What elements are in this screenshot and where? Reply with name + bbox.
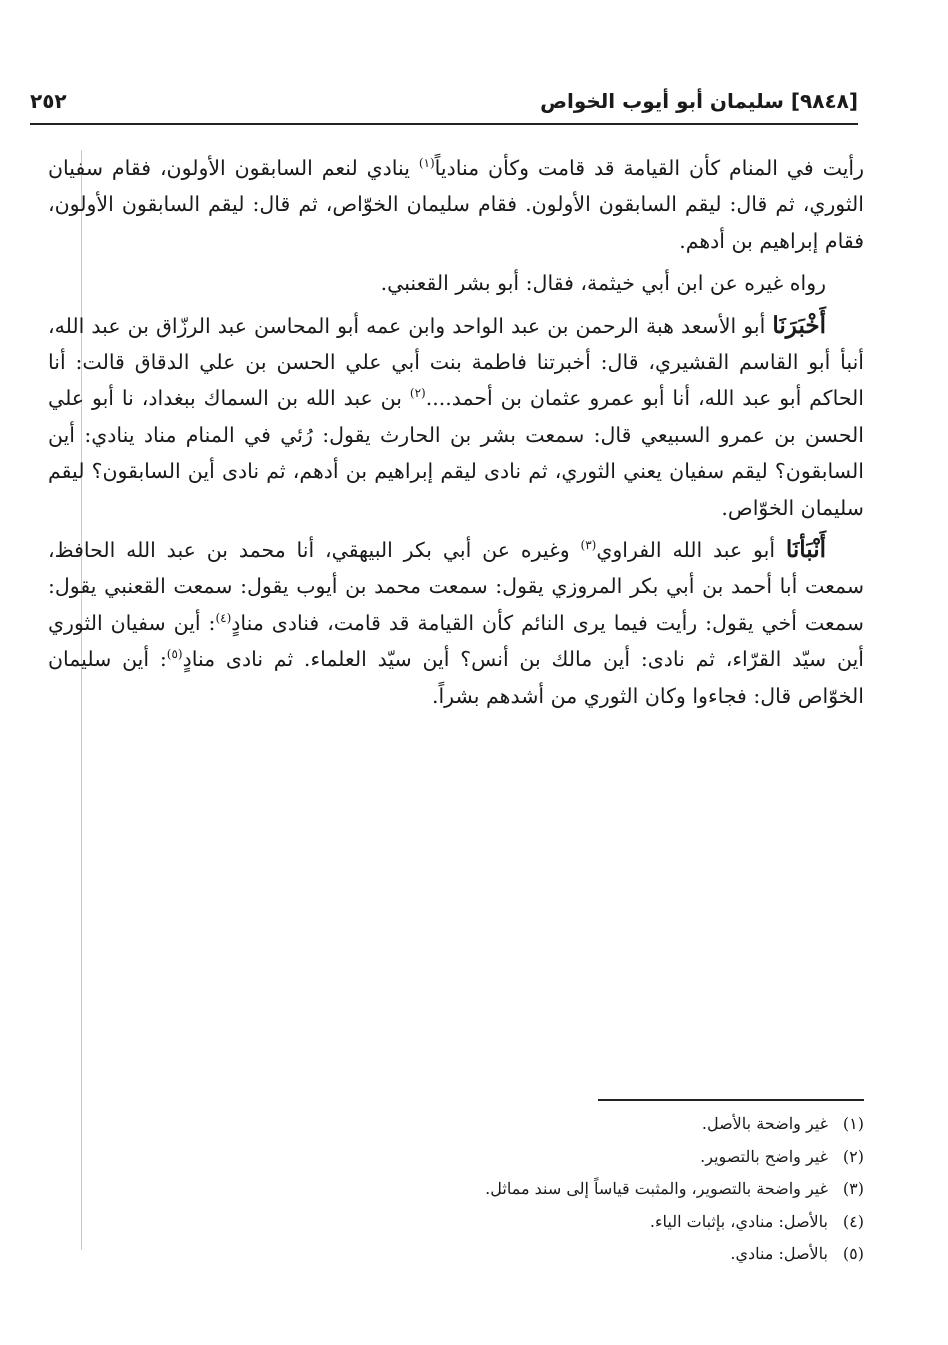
paragraph-text: رأيت في المنام كأن القيامة قد قامت وكأن منادياً (434, 156, 865, 180)
page-header (30, 84, 858, 118)
running-title: [٩٨٤٨] سليمان أبو أيوب الخواص (540, 89, 858, 113)
footnotes (200, 1108, 864, 1271)
footnote-number: (٤) (842, 1211, 864, 1231)
paragraph-4 (48, 532, 864, 714)
footnote-4 (200, 1206, 864, 1239)
footnote-ref-5: (٥) (166, 647, 183, 662)
main-text (48, 150, 864, 714)
paragraph-text: أبو الأسعد هبة الرحمن بن عبد الواحد وابن عمه أبو المحاسن عبد الرزّاق بن عبد الله، أنبأ أبو القاسم القشيري، قال: أخبرتنا فاطمة بنت أبي علي الحسن بن علي الدقاق قالت: أنا الحاكم أبو عبد الله، أنا أبو عمرو عثمان بن أحمد.... (48, 313, 864, 411)
paragraph-3 (48, 308, 864, 526)
footnote-number: (٢) (842, 1146, 864, 1166)
footnote-text: بالأصل: منادي. (730, 1244, 828, 1263)
paragraph-2 (48, 265, 864, 301)
footnote-ref-4: (٤) (215, 611, 232, 626)
paragraph-text: بن عبد الله بن السماك ببغداد، نا أبو علي الحسن بن عمرو السبيعي قال: سمعت بشر بن الحارث يقول: رُئي في المنام مناد ينادي: أين السابقون؟ ليقم سفيان يعني الثوري، ثم نادى ليقم إبراهيم بن أدهم، ثم نادى أين السابقون؟ ليقم سليمان الخوّاص. (48, 386, 864, 520)
footnote-text: غير واضحة بالأصل. (701, 1114, 828, 1133)
page-number: ٢٥٢ (30, 89, 67, 113)
footnote-separator (598, 1099, 864, 1101)
footnote-3 (200, 1173, 864, 1206)
paragraph-text: رواه غيره عن ابن أبي خيثمة، فقال: أبو بشر القعنبي. (380, 271, 826, 296)
paragraph-1 (48, 150, 864, 259)
header-rule (30, 123, 858, 125)
chain-lead-word: أَنْبَأنَا (785, 536, 827, 564)
paragraph-text: وغيره عن أبي بكر البيهقي، أنا محمد بن عبد الله الحافظ، سمعت أبا أحمد بن أبي بكر المروزي يقول: سمعت محمد بن أيوب يقول: سمعت القعنبي يقول: سمعت أخي يقول: رأيت فيما يرى النائم كأن القيامة قد قامت، فنادى منادٍ (48, 538, 864, 635)
paragraph-text: : أين سفيان الثوري أين سيّد القرّاء، ثم نادى: أين مالك بن أنس؟ أين سيّد العلماء. ثم نادى منادٍ (48, 610, 864, 672)
footnote-1 (200, 1108, 864, 1141)
footnote-number: (٥) (842, 1244, 864, 1263)
footnote-number: (٣) (842, 1179, 864, 1198)
footnote-ref-1: (١) (418, 156, 435, 171)
footnote-5 (200, 1238, 864, 1271)
footnote-text: غير واضح بالتصوير. (700, 1146, 828, 1166)
paragraph-text: : أين سليمان الخوّاص قال: فجاءوا وكان الثوري من أشدهم بشراً. (48, 647, 864, 708)
paragraph-text: ينادي لنعم السابقون الأولون، فقام سفيان الثوري، ثم قال: ليقم السابقون الأولون. فقام سليمان الخوّاص، ثم قال: ليقم السابقون الأولون، فقام إبراهيم بن أدهم. (48, 156, 864, 253)
footnote-ref-3: (٣) (580, 538, 597, 553)
footnote-text: غير واضحة بالتصوير، والمثبت قياساً إلى سند مماثل. (485, 1179, 828, 1198)
footnote-2 (200, 1141, 864, 1174)
footnote-number: (١) (842, 1114, 864, 1133)
footnote-ref-2: (٢) (409, 386, 426, 401)
footnote-text: بالأصل: منادي، بإثبات الياء. (649, 1211, 828, 1231)
chain-lead-word: أَخْبَرَنَا (772, 311, 826, 339)
paragraph-text: أبو عبد الله الفراوي (596, 538, 786, 563)
